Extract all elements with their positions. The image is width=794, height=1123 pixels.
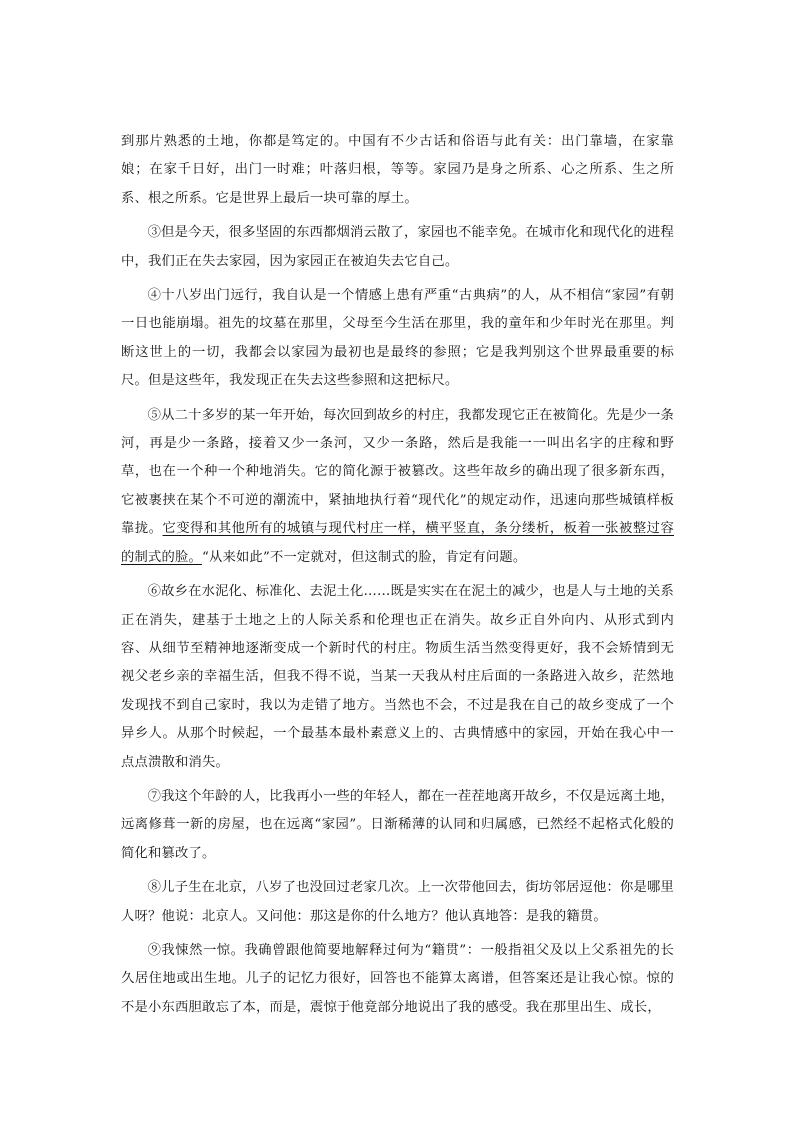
paragraph-5-after: “从来如此”不一定就对，但这制式的脸，肯定有问题。 (201, 549, 527, 565)
paragraph-9: ⑨我悚然一惊。我确曾跟他简要地解释过何为“籍贯”：一般指祖父及以上父系祖先的长久居住地或出生地。儿子的记忆力很好，回答也不能算太离谱，但答案还是让我心惊。惊的不是小东西胆敢忘了本，而是，震惊于他竟部分地说出了我的感受。我在那里出生、成长， (121, 942, 674, 1015)
article-body (121, 128, 674, 1028)
paragraph-3: ③但是今天，很多坚固的东西都烟消云散了，家园也不能幸免。在城市化和现代化的进程中，我们正在失去家园，因为家园正在被迫失去它自己。 (121, 225, 674, 269)
paragraph-8: ⑧儿子生在北京，八岁了也没回过老家几次。上一次带他回去，街坊邻居逗他：你是哪里人呀？他说：北京人。又问他：那这是你的什么地方？他认真地答：是我的籍贯。 (121, 880, 674, 924)
paragraph-7: ⑦我这个年龄的人，比我再小一些的年轻人，都在一茬茬地离开故乡，不仅是远离土地，远离修葺一新的房屋，也在远离“家园”。日渐稀薄的认同和归属感，已然经不起格式化般的简化和篡改了。 (121, 788, 674, 861)
paragraph-5-text: ⑤从二十多岁的某一年开始，每次回到故乡的村庄，我都发现它正在被简化。先是少一条河，再是少一条路，接着又少一条河，又少一条路，然后是我能一一叫出名字的庄稼和野草，也在一个种一个种地消失。它的简化源于被篡改。这些年故乡的确出现了很多新东西，它被裹挟在某个不可逆的潮流中，紧抽地执行着“现代化”的规定动作，迅速向那些城镇样板靠拢。 (121, 407, 674, 537)
paragraph-4: ④十八岁出门远行，我自认是一个情感上患有严重“古典病”的人，从不相信“家园”有朝一日也能崩塌。祖先的坟墓在那里，父母至今生活在那里，我的童年和少年时光在那里。判断这世上的一切，我都会以家园为最初也是最终的参照；它是我判别这个世界最重要的标尺。但是这些年，我发现正在失去这些参照和这把标尺。 (121, 288, 674, 389)
paragraph-6: ⑥故乡在水泥化、标准化、去泥土化……既是实实在在泥土的减少，也是人与土地的关系正在消失，建基于土地之上的人际关系和伦理也正在消失。故乡正自外向内、从形式到内容、从细节至精神地逐渐变成一个新时代的村庄。物质生活当然变得更好，我不会矫情到无视父老乡亲的幸福生活，但我不得不说，当某一天我从村庄后面的一条路进入故乡，茫然地发现找不到自己家时，我以为走错了地方。当然也不会，不过是我在自己的故乡变成了一个异乡人。从那个时候起，一个最基本最朴素意义上的、古典情感中的家园，开始在我心中一点点溃散和消失。 (121, 584, 674, 770)
paragraph-continued: 到那片熟悉的土地，你都是笃定的。中国有不少古话和俗语与此有关：出门靠墙，在家靠娘；在家千日好，出门一时难；叶落归根，等等。家园乃是身之所系、心之所系、生之所系、根之所系。它是世界上最后一块可靠的厚土。 (121, 134, 674, 206)
paragraph-5 (121, 402, 674, 572)
underlined-sentence: 它变得和其他所有的城镇与现代村庄一样，横平竖直，条分缕析，板着一张被整过容的制式的脸。 (121, 521, 674, 565)
